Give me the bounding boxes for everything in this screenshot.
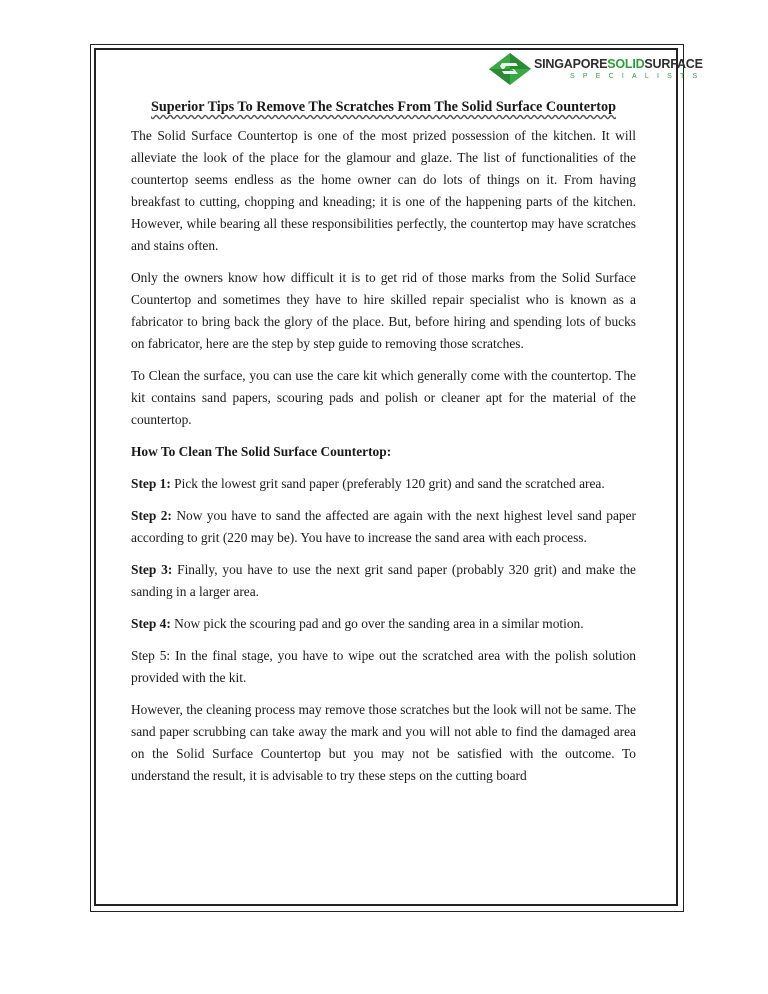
paragraph-care-kit: To Clean the surface, you can use the care kit which generally come with the countertop. The kit contains sand papers, scouring pads and polish or cleaner apt for the material of the countertop.	[131, 368, 636, 427]
step-4-label: Step 4:	[131, 616, 171, 631]
step-2	[131, 505, 636, 549]
logo-mark-icon	[488, 52, 532, 86]
step-1	[131, 473, 636, 495]
step-3	[131, 559, 636, 603]
paragraph-final: However, the cleaning process may remove those scratches but the look will not be same. The sand paper scrubbing can take away the mark and you will not able to find the damaged area on the Solid Surface Countertop but you may not be satisfied with the outcome. To understand the result, it is advisable to try these steps on the cutting board	[131, 702, 636, 783]
step-4-text: Now pick the scouring pad and go over the sanding area in a similar motion.	[170, 616, 584, 631]
logo-wordmark: SINGAPORESOLIDSURFACE	[534, 57, 703, 71]
logo-tagline: SPECIALISTS	[570, 73, 706, 80]
document-title: Superior Tips To Remove The Scratches From The Solid Surface Countertop	[150, 99, 617, 115]
paragraph-owners: Only the owners know how difficult it is to get rid of those marks from the Solid Surface Countertop and sometimes they have to hire skilled repair specialist who is known as a fabricator to bring back the glory of the place. But, before hiring and spending lots of bucks on fabricator, here are the step by step guide to removing those scratches.	[131, 270, 636, 351]
paragraph-intro: The Solid Surface Countertop is one of the most prized possession of the kitchen. It will alleviate the look of the place for the glamour and glaze. The list of functionalities of the countertop seems endless as the home owner can do lots of things on it. From having breakfast to cutting, chopping and kneading; it is one of the happening parts of the kitchen. However, while bearing all these responsibilities perfectly, the countertop may have scratches and stains often.	[131, 128, 636, 253]
step-1-label: Step 1:	[131, 476, 171, 491]
step-2-label: Step 2:	[131, 508, 172, 523]
step-4	[131, 613, 636, 635]
step-1-text: Pick the lowest grit sand paper (preferably 120 grit) and sand the scratched area.	[170, 476, 605, 491]
step-2-text: Now you have to sand the affected are again with the next highest level sand paper according to grit (220 may be). You have to increase the sand area with each process.	[131, 508, 636, 545]
step-3-text: Finally, you have to use the next grit sand paper (probably 320 grit) and make the sanding in a larger area.	[131, 562, 636, 599]
step-5: Step 5: In the final stage, you have to wipe out the scratched area with the polish solution provided with the kit.	[131, 648, 636, 685]
document-body	[131, 96, 636, 797]
section-heading: How To Clean The Solid Surface Countertop:	[131, 444, 392, 459]
company-logo	[488, 52, 714, 86]
step-3-label: Step 3:	[131, 562, 173, 577]
